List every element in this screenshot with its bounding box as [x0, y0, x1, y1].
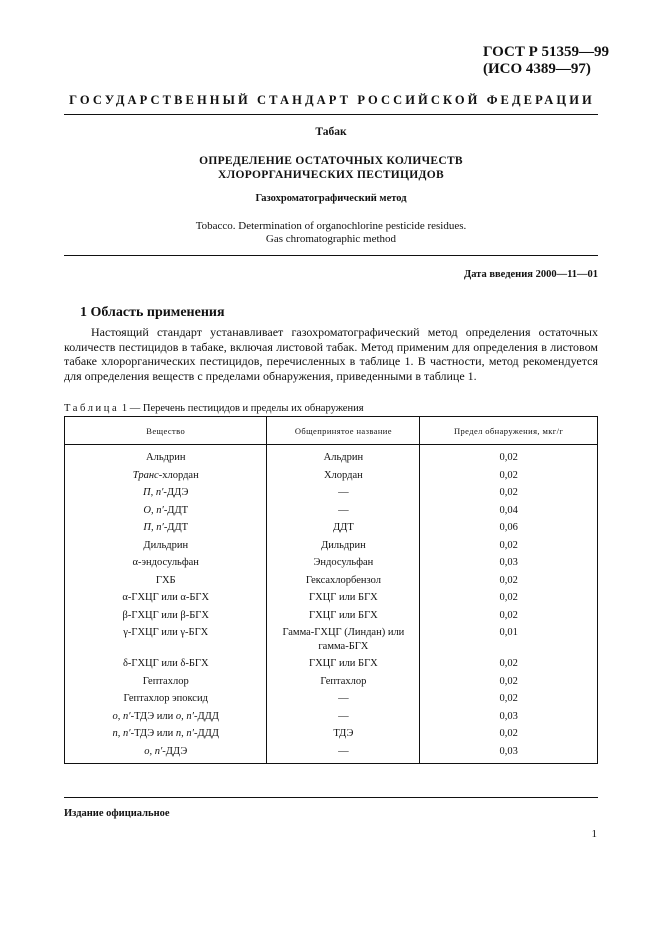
cell-substance	[65, 690, 267, 708]
cell-common-name: ГХЦГ или БГХ	[267, 655, 420, 673]
table-row	[65, 572, 598, 590]
cell-detection-limit: 0,02	[420, 607, 598, 625]
cell-substance	[65, 445, 267, 467]
cell-common-name: Гептахлор	[267, 673, 420, 691]
introduction-date: Дата введения 2000—11—01	[463, 269, 598, 280]
header-detection-limit: Предел обнаружения, мкг/г	[420, 417, 598, 445]
document-title	[64, 154, 598, 182]
cell-detection-limit: 0,02	[420, 589, 598, 607]
document-code-gost: ГОСТ Р 51359—99	[482, 44, 609, 60]
document-title-line1: ОПРЕДЕЛЕНИЕ ОСТАТОЧНЫХ КОЛИЧЕСТВ	[199, 155, 463, 167]
pesticide-table	[64, 416, 598, 764]
cell-common-name: ГХЦГ или БГХ	[267, 589, 420, 607]
table-row	[65, 673, 598, 691]
substance-name: -ДДЭ	[163, 487, 189, 498]
substance-name: -ТДЭ или	[130, 728, 176, 739]
cell-substance	[65, 554, 267, 572]
substance-prefix: п, п′	[112, 728, 131, 739]
cell-common-name: ТДЭ	[267, 725, 420, 743]
cell-common-name: —	[267, 690, 420, 708]
cell-detection-limit: 0,02	[420, 690, 598, 708]
cell-common-name: Эндосульфан	[267, 554, 420, 572]
cell-common-name: —	[267, 484, 420, 502]
header-rule	[64, 114, 598, 115]
cell-detection-limit: 0,06	[420, 519, 598, 537]
table-row	[65, 467, 598, 485]
cell-detection-limit: 0,02	[420, 537, 598, 555]
cell-substance	[65, 607, 267, 625]
table-caption-text: 1 — Перечень пестицидов и пределы их обнаружения	[121, 403, 364, 414]
cell-common-name: Альдрин	[267, 445, 420, 467]
cell-substance	[65, 519, 267, 537]
table-header-row	[65, 417, 598, 445]
substance-prefix-alt: о, п′	[175, 710, 194, 722]
table-row	[65, 655, 598, 673]
cell-common-name: ДДТ	[267, 519, 420, 537]
substance-name: α-эндосульфан	[132, 557, 199, 568]
table-row	[65, 624, 598, 655]
cell-detection-limit: 0,02	[420, 467, 598, 485]
table-row	[65, 725, 598, 743]
substance-name: Гептахлор эпоксид	[123, 693, 208, 704]
substance-prefix-alt: п, п′	[175, 728, 194, 739]
subject-title: Табак	[315, 126, 347, 138]
cell-detection-limit: 0,03	[420, 743, 598, 764]
method-subtitle: Газохроматографический метод	[255, 193, 407, 204]
header-substance: Вещество	[65, 417, 267, 445]
cell-common-name: —	[267, 743, 420, 764]
cell-substance	[65, 589, 267, 607]
cell-detection-limit: 0,02	[420, 725, 598, 743]
document-code	[483, 44, 609, 78]
cell-common-name: —	[267, 502, 420, 520]
footer-rule	[64, 797, 598, 798]
substance-name: -ДДТ	[163, 504, 189, 516]
table-caption-word: Таблица	[64, 403, 120, 414]
document-title-line2: ХЛОРОРГАНИЧЕСКИХ ПЕСТИЦИДОВ	[218, 169, 444, 181]
cell-detection-limit: 0,02	[420, 445, 598, 467]
table-row	[65, 708, 598, 726]
substance-prefix: П, п′	[143, 487, 164, 498]
cell-common-name: ГХЦГ или БГХ	[267, 607, 420, 625]
cell-substance	[65, 673, 267, 691]
substance-name: ГХБ	[155, 574, 176, 586]
table-row	[65, 519, 598, 537]
table-row	[65, 554, 598, 572]
table-row	[65, 690, 598, 708]
table-row	[65, 589, 598, 607]
substance-name: δ-ГХЦГ или δ-БГХ	[122, 658, 209, 669]
substance-name: α-ГХЦГ или α-БГХ	[122, 592, 210, 603]
substance-name: -ДДЭ	[162, 745, 188, 757]
section-paragraph: Настоящий стандарт устанавливает газохроматографический метод определения остаточных количеств пестицидов в табаке, включая листовой табак. Метод применим для определения в листовом табаке хлорорганических пестицидов, перечисленных в таблице 1. В частности, метод рекомендуется для определения веществ с пределами обнаружения, приведенными в таблице 1.	[64, 325, 598, 383]
title-rule	[64, 255, 598, 256]
substance-prefix: о, п′	[112, 710, 131, 722]
table-row	[65, 484, 598, 502]
cell-substance	[65, 572, 267, 590]
table-body	[65, 445, 598, 764]
cell-detection-limit: 0,02	[420, 572, 598, 590]
cell-common-name: Дильдрин	[267, 537, 420, 555]
substance-name: Альдрин	[146, 452, 186, 463]
header-common-name: Общепринятое название	[267, 417, 420, 445]
substance-name: -хлордан	[158, 469, 199, 481]
table-row	[65, 607, 598, 625]
substance-name-alt: -ДДД	[193, 710, 219, 722]
cell-detection-limit: 0,02	[420, 655, 598, 673]
standard-header-title: ГОСУДАРСТВЕННЫЙ СТАНДАРТ РОССИЙСКОЙ ФЕДЕРАЦИИ	[69, 93, 595, 107]
substance-name: -ТДЭ или	[130, 710, 176, 722]
cell-common-name: Гамма-ГХЦГ (Линдан) или гамма-БГХ	[267, 624, 420, 655]
substance-prefix: П, п′	[143, 522, 164, 533]
cell-detection-limit: 0,03	[420, 708, 598, 726]
cell-detection-limit: 0,02	[420, 484, 598, 502]
english-title-line2: Gas chromatographic method	[265, 233, 397, 245]
substance-name: β-ГХЦГ или β-БГХ	[122, 609, 209, 621]
table-row	[65, 537, 598, 555]
cell-common-name: —	[267, 708, 420, 726]
page-number: 1	[591, 828, 597, 840]
cell-substance	[65, 502, 267, 520]
substance-prefix: о, п′	[144, 745, 163, 757]
substance-name: Гептахлор	[142, 675, 189, 687]
table-row	[65, 445, 598, 467]
official-edition-label: Издание официальное	[64, 808, 170, 819]
substance-prefix: Транс	[132, 469, 159, 481]
cell-detection-limit: 0,03	[420, 554, 598, 572]
table-row	[65, 743, 598, 764]
english-title-line1: Tobacco. Determination of organochlorine pesticide residues.	[195, 220, 467, 232]
cell-common-name: Гексахлорбензол	[267, 572, 420, 590]
cell-detection-limit: 0,01	[420, 624, 598, 655]
substance-name: -ДДТ	[163, 522, 189, 533]
cell-detection-limit: 0,02	[420, 673, 598, 691]
cell-substance	[65, 655, 267, 673]
cell-substance	[65, 624, 267, 655]
document-code-iso: (ИСО 4389—97)	[482, 61, 591, 77]
cell-substance	[65, 467, 267, 485]
substance-name: γ-ГХЦГ или γ-БГХ	[123, 627, 209, 638]
substance-name: Дильдрин	[143, 539, 189, 551]
cell-substance	[65, 725, 267, 743]
cell-common-name: Хлордан	[267, 467, 420, 485]
cell-substance	[65, 708, 267, 726]
substance-name-alt: -ДДД	[193, 728, 219, 739]
table-caption	[64, 403, 364, 414]
cell-detection-limit: 0,04	[420, 502, 598, 520]
english-title	[64, 220, 598, 246]
cell-substance	[65, 484, 267, 502]
table-row	[65, 502, 598, 520]
section-heading: 1 Область применения	[80, 305, 225, 320]
substance-prefix: О, п′	[143, 504, 164, 516]
cell-substance	[65, 743, 267, 764]
cell-substance	[65, 537, 267, 555]
